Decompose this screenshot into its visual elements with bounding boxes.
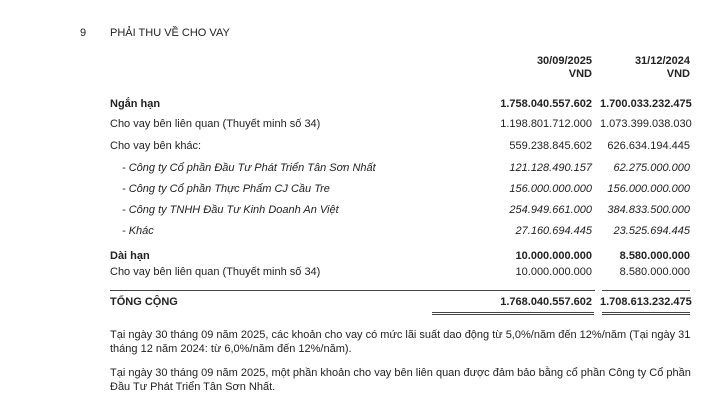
row-value-2: 23.525.694.445 xyxy=(613,225,690,237)
note-interest-rate: Tại ngày 30 tháng 09 năm 2025, các khoản cho vay có mức lãi suất dao động từ 5,0%/năm đến 12%/năm (Tại ngày 31 tháng 12 năm 2024: từ 6,0%/năm đến 12%/năm). xyxy=(110,329,691,355)
row-value-1: 10.000.000.000 xyxy=(515,250,592,262)
row-label: Cho vay bên khác: xyxy=(110,140,202,152)
row-label-long-term: Dài hạn xyxy=(110,250,150,262)
column-header-unit-2: VND xyxy=(666,68,690,80)
total-double-rule xyxy=(432,314,594,315)
row-label: - Khác xyxy=(122,225,154,237)
row-label: - Công ty Cổ phần Đầu Tư Phát Triển Tân Sơn Nhất xyxy=(122,162,376,174)
row-value-1: 27.160.694.445 xyxy=(515,225,592,237)
row-value-1: 559.238.845.602 xyxy=(509,140,592,152)
row-value-1: 121.128.490.157 xyxy=(509,162,592,174)
row-value-2: 1.073.399.038.030 xyxy=(600,118,692,130)
row-value-2: 1.700.033.232.475 xyxy=(600,98,692,110)
total-double-rule xyxy=(602,312,690,313)
row-value-2: 8.580.000.000 xyxy=(619,250,690,262)
row-value-2: 1.708.613.232.475 xyxy=(600,296,692,308)
row-label: Cho vay bên liên quan (Thuyết minh số 34) xyxy=(110,118,321,130)
row-label: - Công ty TNHH Đầu Tư Kinh Doanh An Việt xyxy=(122,204,339,216)
column-header-unit-1: VND xyxy=(568,68,592,80)
row-label: Cho vay bên liên quan (Thuyết minh số 34) xyxy=(110,266,321,278)
row-value-2: 626.634.194.445 xyxy=(607,140,690,152)
section-number: 9 xyxy=(80,27,87,39)
row-value-2: 384.833.500.000 xyxy=(607,204,690,216)
row-value-1: 254.949.661.000 xyxy=(509,204,592,216)
total-double-rule xyxy=(432,312,594,313)
row-value-2: 62.275.000.000 xyxy=(613,162,690,174)
section-title: PHẢI THU VỀ CHO VAY xyxy=(110,27,230,39)
row-value-1: 1.768.040.557.602 xyxy=(500,296,592,308)
row-value-2: 8.580.000.000 xyxy=(619,266,690,278)
column-header-date-2: 31/12/2024 xyxy=(634,55,690,67)
row-value-1: 156.000.000.000 xyxy=(509,183,592,195)
row-value-1: 1.758.040.557.602 xyxy=(500,98,592,110)
row-value-2: 156.000.000.000 xyxy=(607,183,690,195)
row-label-total: TỔNG CỘNG xyxy=(110,296,178,308)
row-label-short-term: Ngắn hạn xyxy=(110,98,161,110)
row-value-1: 1.198.801.712.000 xyxy=(500,118,592,130)
total-top-rule xyxy=(110,290,595,291)
total-double-rule xyxy=(602,314,690,315)
row-value-1: 10.000.000.000 xyxy=(515,266,592,278)
total-top-rule xyxy=(602,290,690,291)
row-label: - Công ty Cổ phần Thực Phẩm CJ Cầu Tre xyxy=(122,183,330,195)
column-header-date-1: 30/09/2025 xyxy=(536,55,592,67)
note-collateral: Tại ngày 30 tháng 09 năm 2025, một phần khoản cho vay bên liên quan được đảm bảo bằng cổ phần Công ty Cổ phần Đầu Tư Phát Triển Tân Sơn Nhất. xyxy=(110,367,691,393)
